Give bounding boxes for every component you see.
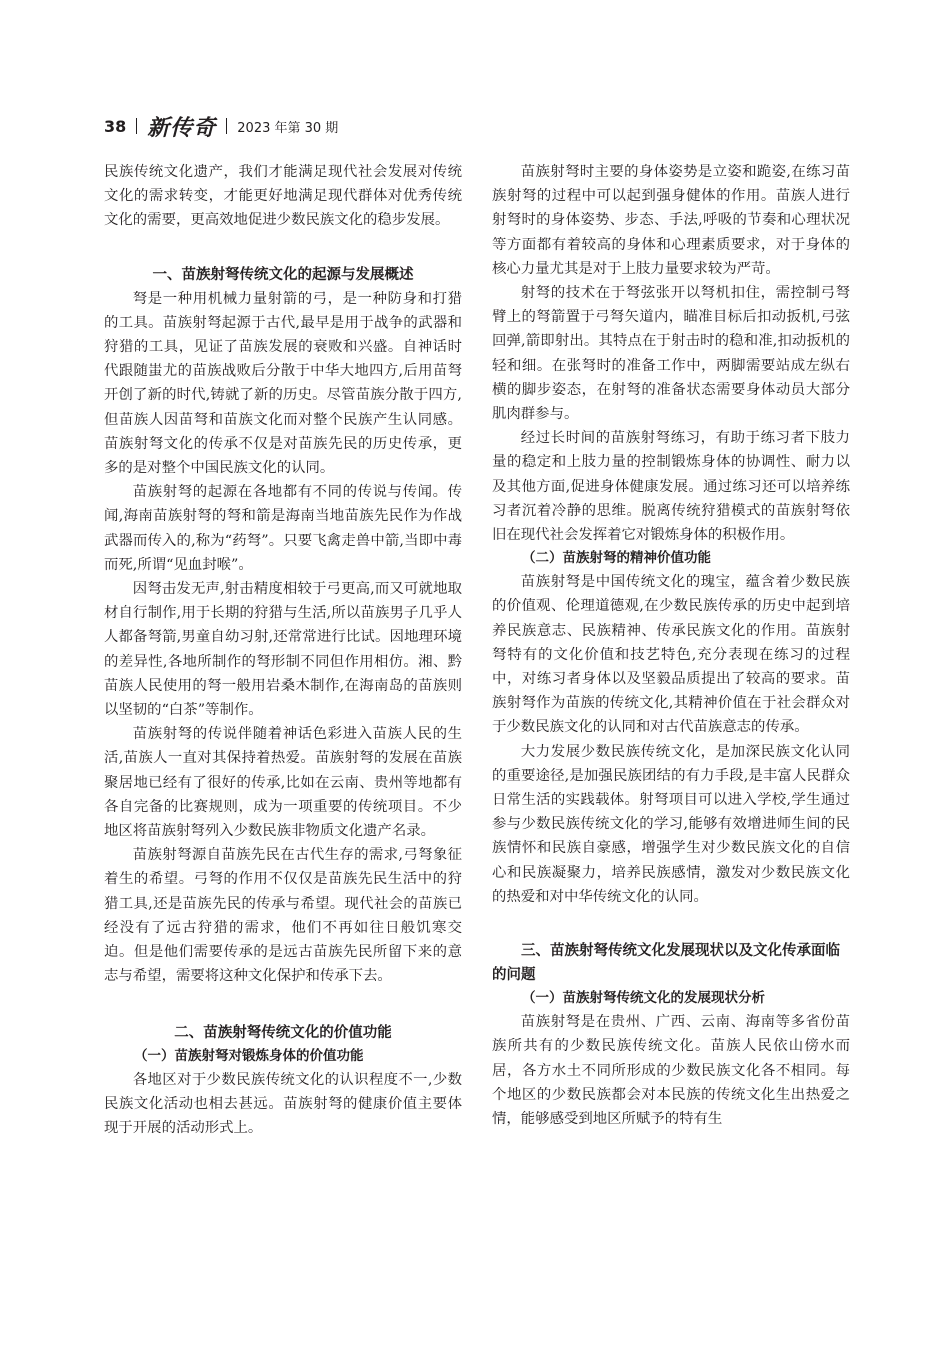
subsection-heading: （一）苗族射弩对锻炼身体的价值功能 — [134, 1047, 364, 1064]
paragraph: 弩是一种用机械力量射箭的弓，是一种防身和打猎的工具。苗族射弩起源于古代,最早是用于战争的武器和狩猎的工具，见证了苗族发展的衰败和兴盛。自神话时代跟随蚩尤的苗族战败后分散于中华大地四方,后用苗弩开创了新的时代,铸就了新的历史。尽管苗族分散于四方,但苗族人因苗弩和苗族文化而对整个民族产生认同感。苗族射弩文化的传承不仅是对苗族先民的历史传承，更多的是对整个中国民族文化的认同。 — [104, 290, 462, 477]
journal-logo: 新传奇 — [147, 114, 217, 141]
page-number: 38 — [104, 116, 127, 136]
subsection-heading: （二）苗族射弩的精神价值功能 — [522, 550, 711, 567]
left-column — [104, 160, 462, 1140]
paragraph: 因弩击发无声,射击精度相较于弓更高,而又可就地取材自行制作,用于长期的狩猎与生活,所以苗族男子几乎人人都备弩箭,男童自幼习射,还常常进行比试。因地理环境的差异性,各地所制作的弩形制不同但作用相仿。湘、黔苗族人民使用的弩一般用岩桑木制作,在海南岛的苗族则以坚韧的“白茶”等制作。 — [104, 581, 462, 719]
paragraph: 大力发展少数民族传统文化，是加深民族文化认同的重要途径,是加强民族团结的有力手段,是丰富人民群众日常生活的实践载体。射弩项目可以进入学校,学生通过参与少数民族传统文化的学习,能够有效增进师生间的民族情怀和民族自豪感，增强学生对少数民族文化的自信心和民族凝聚力，培养民族感情，激发对少数民族文化的热爱和对中华传统文化的认同。 — [492, 743, 850, 905]
paragraph: 射弩的技术在于弩弦张开以弩机扣住，需控制弓弩臂上的弩箭置于弓弩矢道内，瞄准目标后扣动扳机,弓弦回弹,箭即射出。其特点在于射击时的稳和准,扣动扳机的轻和细。在张弩时的准备工作中，两脚需要站成左纵右横的脚步姿态，在射弩的准备状态需要身体动员大部分肌肉群参与。 — [492, 285, 850, 423]
right-column — [492, 160, 850, 1131]
paragraph: 苗族射弩的起源在各地都有不同的传说与传闻。传闻,海南苗族射弩的弩和箭是海南当地苗族先民作为作战武器而传入的,称为“药弩”。只要飞禽走兽中箭,当即中毒而死,所谓“见血封喉”。 — [104, 484, 462, 573]
header-divider — [136, 118, 137, 134]
paragraph: 各地区对于少数民族传统文化的认识程度不一,少数民族文化活动也相去甚远。苗族射弩的健康价值主要体现于开展的活动形式上。 — [104, 1071, 462, 1136]
issue-info: 2023 年第 30 期 — [237, 120, 339, 136]
paragraph: 苗族射弩是在贵州、广西、云南、海南等多省份苗族所共有的少数民族传统文化。苗族人民依山傍水而居，各方水土不同所形成的少数民族文化各不相同。每个地区的少数民族都会对本民族的传统文化生出热爱之情，能够感受到地区所赋予的特有生 — [492, 1014, 850, 1127]
paragraph: 苗族射弩源自苗族先民在古代生存的需求,弓弩象征着生的希望。弓弩的作用不仅仅是苗族先民生活中的狩猎工具,还是苗族先民的传承与希望。现代社会的苗族已经没有了远古狩猎的需求，他们不再如往日般饥寒交迫。但是他们需要传承的是远古苗族先民所留下来的意志与希望，需要将这种文化保护和传承下去。 — [104, 847, 462, 985]
paragraph: 苗族射弩的传说伴随着神话色彩进入苗族人民的生活,苗族人一直对其保持着热爱。苗族射弩的发展在苗族聚居地已经有了很好的传承,比如在云南、贵州等地都有各自完备的比赛规则，成为一项重要的传统项目。不少地区将苗族射弩列入少数民族非物质文化遗产名录。 — [104, 726, 462, 840]
paragraph: 苗族射弩是中国传统文化的瑰宝，蕴含着少数民族的价值观、伦理道德观,在少数民族传承的历史中起到培养民族意志、民族精神、传承民族文化的作用。苗族射弩特有的文化价值和技艺特色,充分表现在练习的过程中，对练习者身体以及坚毅品质提出了较高的要求。苗族射弩作为苗族的传统文化,其精神价值在于社会群众对于少数民族文化的认同和对古代苗族意志的传承。 — [492, 574, 850, 736]
paragraph: 民族传统文化遗产，我们才能满足现代社会发展对传统文化的需求转变，才能更好地满足现代群体对优秀传统文化的需要，更高效地促进少数民族文化的稳步发展。 — [104, 164, 462, 229]
paragraph: 苗族射弩时主要的身体姿势是立姿和跪姿,在练习苗族射弩的过程中可以起到强身健体的作用。苗族人进行射弩时的身体姿势、步态、手法,呼吸的节奏和心理状况等方面都有着较高的身体和心理素质要求，对于身体的核心力量尤其是对于上肢力量要求较为严苛。 — [492, 164, 850, 277]
section-heading-1: 一、苗族射弩传统文化的起源与发展概述 — [152, 266, 414, 283]
page-header — [104, 108, 338, 144]
paragraph: 经过长时间的苗族射弩练习，有助于练习者下肢力量的稳定和上肢力量的控制锻炼身体的协调性、耐力以及其他方面,促进身体健康发展。通过练习还可以培养练习者沉着冷静的思维。脱离传统狩猎模式的苗族射弩依旧在现代社会发挥着它对锻炼身体的积极作用。 — [492, 430, 850, 544]
header-divider — [226, 118, 227, 134]
section-heading-2: 二、苗族射弩传统文化的价值功能 — [174, 1024, 392, 1041]
section-heading-3: 三、苗族射弩传统文化发展现状以及文化传承面临的问题 — [492, 943, 840, 984]
subsection-heading: （一）苗族射弩传统文化的发展现状分析 — [522, 990, 765, 1007]
